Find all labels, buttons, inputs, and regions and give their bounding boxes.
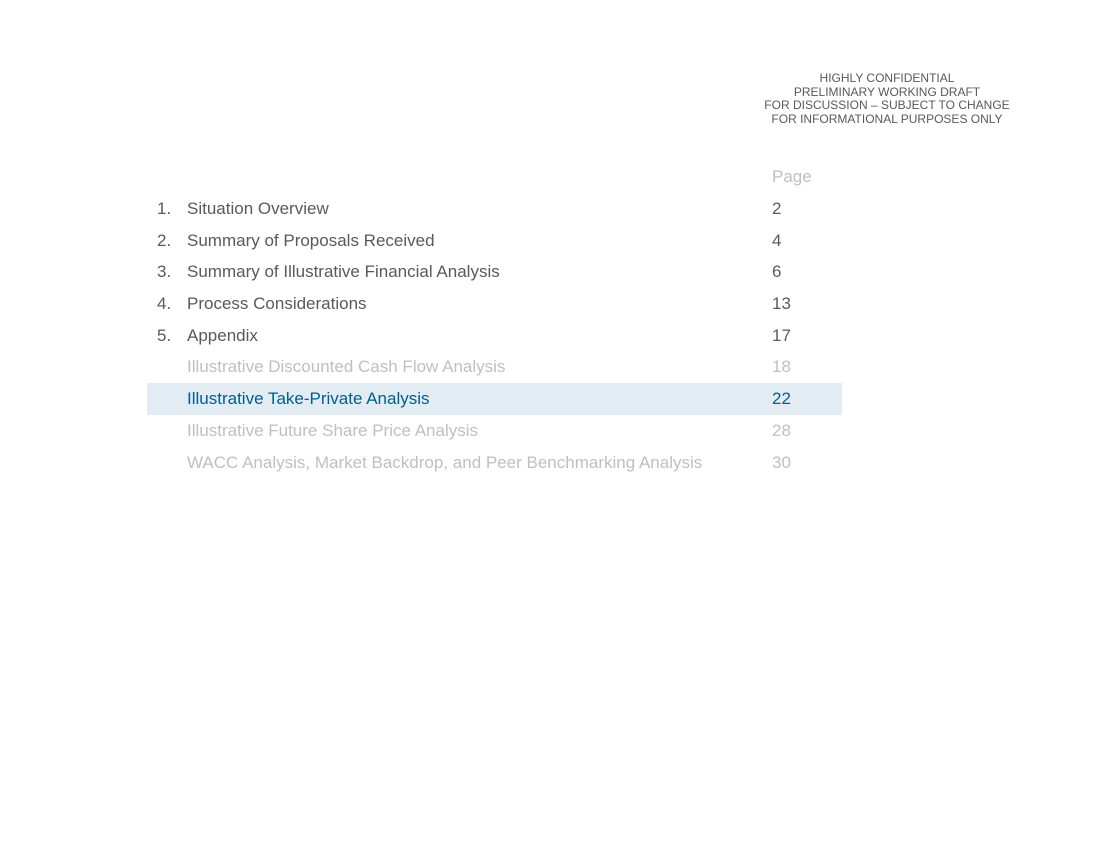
page-column-header: Page — [772, 167, 812, 186]
toc-row-title: Illustrative Future Share Price Analysis — [187, 420, 479, 440]
toc-row-page: 22 — [772, 389, 791, 409]
toc-row-take-private-analysis[interactable] — [147, 383, 842, 415]
toc-row-page: 17 — [772, 325, 791, 345]
toc-row-future-share-price[interactable] — [147, 415, 842, 447]
toc-row-page: 18 — [772, 357, 791, 377]
toc-row-appendix[interactable] — [147, 320, 842, 352]
confidential-line: FOR DISCUSSION – SUBJECT TO CHANGE — [764, 98, 1010, 112]
toc-row-title: Situation Overview — [187, 199, 329, 218]
confidential-line: FOR INFORMATIONAL PURPOSES ONLY — [771, 111, 1003, 126]
toc-row-page: 4 — [772, 230, 782, 250]
toc-row-title: Appendix — [187, 325, 258, 345]
toc-row-title: Summary of Illustrative Financial Analysis — [187, 262, 500, 282]
toc-row-summary-of-proposals[interactable] — [147, 225, 842, 257]
toc-row-page: 13 — [772, 294, 791, 314]
toc-row-number: 5. — [157, 325, 172, 345]
toc-row-page: 28 — [772, 420, 791, 440]
toc-row-title: Illustrative Discounted Cash Flow Analysis — [187, 357, 506, 377]
toc-row-situation-overview[interactable] — [147, 193, 842, 225]
toc-row-page: 30 — [772, 452, 791, 472]
confidential-notice — [737, 72, 1037, 126]
table-of-contents — [147, 193, 842, 478]
confidential-line: PRELIMINARY WORKING DRAFT — [793, 84, 981, 99]
toc-row-page: 6 — [772, 262, 782, 282]
toc-row-number: 3. — [157, 262, 172, 282]
toc-row-number: 1. — [157, 199, 172, 218]
toc-row-title: WACC Analysis, Market Backdrop, and Peer Benchmarking Analysis — [187, 452, 703, 472]
toc-row-dcf-analysis[interactable] — [147, 351, 842, 383]
toc-row-title: Summary of Proposals Received — [187, 230, 435, 250]
toc-row-number: 2. — [157, 230, 172, 250]
toc-row-financial-analysis[interactable] — [147, 256, 842, 288]
toc-row-wacc-analysis[interactable] — [147, 447, 842, 479]
toc-row-number: 4. — [157, 294, 172, 314]
toc-row-title: Process Considerations — [187, 294, 367, 314]
toc-row-title: Illustrative Take-Private Analysis — [187, 389, 430, 409]
toc-row-process-considerations[interactable] — [147, 288, 842, 320]
confidential-line: HIGHLY CONFIDENTIAL — [819, 71, 955, 85]
toc-row-page: 2 — [772, 199, 782, 218]
